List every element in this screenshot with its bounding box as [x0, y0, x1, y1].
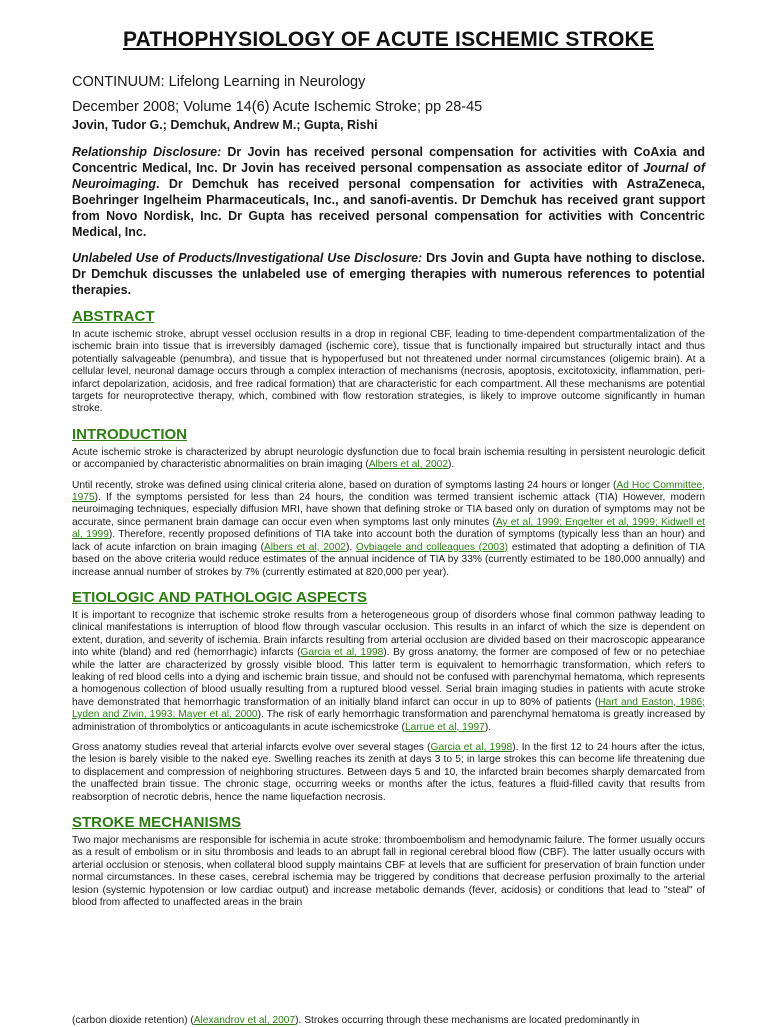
paragraph-text: It is important to recognize that ischemic stroke results from a heterogeneous group of disorders whose final common pathway leading to clinical manifestations is interruption of blood flow through vascular occlusion. This results in an infarct of which the size is dependent on extent, duration, and severity of ischemia. Brain infarcts resulting from arterial occlusion are divided based on their macroscopic appearance into white (bland) and red (hemorrhagic) infarcts ( — [72, 609, 705, 659]
disclosure-text: . Dr Demchuk has received personal compensation for activities with AstraZeneca, Boehringer Ingelheim Pharmaceuticals, Inc., and sanofi-aventis. Dr Demchuk has received grant support from Novo Nordisk, Inc. Dr Gupta has received personal compensation for activities with Concentric Medical, Inc. — [72, 177, 705, 239]
page-break-cutoff-line — [72, 1015, 705, 1027]
reference-link[interactable]: Ad Hoc Committee, 1975 — [72, 479, 705, 504]
stroke-mechanisms-paragraph-1: Two major mechanisms are responsible for ischemia in acute stroke: thromboembolism and hemodynamic failure. The former usually occurs as a result of embolism or in situ thrombosis and leads to an abrupt fall in regional cerebral blood flow (CBF). The latter usually occurs with arterial occlusion or stenosis, when collateral blood supply maintains CBF at levels that are sufficient for preservation of brain function under normal circumstances. In these cases, cerebral ischemia may be triggered by conditions that decrease perfusion proximally to the arterial lesion (systemic hypotension or low cardiac output) and increase metabolic demands (fever, acidosis) or conditions that lead to "steal" of blood from affected to unaffected areas in the brain — [72, 835, 705, 909]
reference-link[interactable]: Ovbiagele and colleagues (2003) — [355, 541, 509, 553]
paragraph-text: ). Strokes occurring through these mechanisms are located predominantly in — [295, 1015, 640, 1026]
reference-link[interactable]: Garcia et al, 1998 — [430, 741, 513, 753]
paragraph-text: ). By gross anatomy, the former are composed of few or no petechiae while the latter are characterized by grossly visible blood. This latter term is equivalent to hemorrhagic transformation, which refers to leaking of red blood cells into a dying and ischemic brain tissue, and should not be confused with parenchymal hematoma, which represents a homogenous collection of blood usually resulting from a ruptured blood vessel. Serial brain imaging studies in patients with acute stroke have demonstrated that hemorrhagic transformation of an initially bland infarct can occur in up to 80% of patients ( — [72, 647, 705, 708]
page-title: PATHOPHYSIOLOGY OF ACUTE ISCHEMIC STROKE — [122, 28, 655, 51]
section-heading-stroke-mechanisms: STROKE MECHANISMS — [72, 814, 242, 831]
journal-name: CONTINUUM: Lifelong Learning in Neurology — [72, 74, 366, 90]
paragraph-text: ). — [484, 721, 492, 733]
reference-link[interactable]: Larrue et al, 1997 — [404, 721, 485, 733]
introduction-paragraph-1 — [72, 447, 705, 472]
section-heading-abstract: ABSTRACT — [72, 308, 155, 325]
etiologic-paragraph-2 — [72, 742, 705, 804]
paragraph-text: ). If the symptoms persisted for less than 24 hours, the condition was termed transient ischemic attack (TIA) However, modern neuroimaging techniques, especially diffusion MRI, have shown that defining stroke or TIA based only on duration of symptoms may not be accurate, since permanent brain damage can occur even when symptoms last only minutes ( — [72, 492, 705, 528]
issue-info: December 2008; Volume 14(6) Acute Ischemic Stroke; pp 28-45 — [72, 99, 483, 115]
paragraph-text: ). In the first 12 to 24 hours after the ictus, the lesion is barely visible to the naked eye. Swelling reaches its zenith at days 3 to 5; in large strokes this can become life threatening due to displacement and compression of neighboring structures. Between days 5 and 10, the infarcted brain becomes sharply demarcated from the unaffected brain tissue. The chronic stage, occurring weeks or months after the ictus, features a fluid-filled cavity that results from reabsorption of necrotic debris, hence the name liquefaction necrosis. — [72, 741, 705, 803]
unlabeled-use-disclosure — [72, 250, 705, 298]
disclosure-text: Drs Jovin and Gupta have nothing to disclose. Dr Demchuk discusses the unlabeled use of emerging therapies with numerous references to potential therapies. — [72, 251, 705, 297]
paragraph-text: (carbon dioxide retention) ( — [72, 1015, 194, 1026]
reference-link[interactable]: Albers et al, 2002 — [368, 459, 449, 471]
reference-link[interactable]: Hart and Easton, 1986; Lyden and Zivin, 1993; Mayer et al, 2000 — [72, 696, 705, 721]
paragraph-text: Until recently, stroke was defined using clinical criteria alone, based on duration of symptoms lasting 24 hours or longer ( — [72, 479, 617, 491]
paragraph-text: ). — [448, 459, 455, 471]
abstract-paragraph: In acute ischemic stroke, abrupt vessel occlusion results in a drop in regional CBF, leading to time-dependent compartmentalization of the ischemic brain into tissue that is irreversibly damaged (ischemic core), tissue that is functionally impaired but structurally intact and thus potentially salvageable (penumbra), and tissue that is hypoperfused but not threatened under normal circumstances (oligemic brain). At a cellular level, neuronal damage occurs through a complex interaction of mechanisms (necrosis, apoptosis, excitotoxicity, inflammation, peri-infarct depolarization, acidosis, and free radical formation) that are characteristic for each compartment. All these mechanisms are potential targets for neuroprotective therapy, which, combined with flow restoration strategies, is likely to improve outcome significantly in human stroke. — [72, 329, 705, 415]
paragraph-text: Acute ischemic stroke is characterized by abrupt neurologic dysfunction due to focal brain ischemia resulting in persistent neurologic deficit or accompanied by characteristic abnormalities on brain imaging ( — [72, 446, 705, 471]
authors: Jovin, Tudor G.; Demchuk, Andrew M.; Gupta, Rishi — [72, 118, 378, 132]
disclosure-text: Dr Jovin has received personal compensation for activities with CoAxia and Concentric Medical, Inc. Dr Jovin has received personal compensation as associate editor of — [72, 145, 706, 175]
reference-link[interactable]: Alexandrov et al, 2007 — [193, 1015, 296, 1026]
section-heading-introduction: INTRODUCTION — [72, 425, 187, 443]
disclosure-lead: Relationship Disclosure: — [72, 145, 222, 159]
reference-link[interactable]: Albers et al, 2002 — [263, 541, 346, 553]
paragraph-text: Gross anatomy studies reveal that arterial infarcts evolve over several stages ( — [72, 741, 431, 753]
disclosure-lead: Unlabeled Use of Products/Investigational Use Disclosure: — [72, 251, 423, 265]
reference-link[interactable]: Garcia et al, 1998 — [300, 647, 384, 659]
paragraph-text: ). The risk of early hemorrhagic transformation and parenchymal hematoma is greatly increased by administration of thrombolytics or anticoagulants in acute ischemicstroke ( — [72, 709, 705, 733]
reference-link[interactable]: Ay et al, 1999; Engelter et al, 1999; Kidwell et al, 1999 — [72, 516, 705, 541]
section-heading-etiologic: ETIOLOGIC AND PATHOLOGIC ASPECTS — [72, 588, 368, 606]
paragraph-text: estimated that adopting a definition of TIA based on the above criteria would reduce estimates of the annual incidence of TIA by 33% (currently estimated to be 180,000 annually) and increase annual number of strokes by 7% (currently estimated at 820,000 per year). — [72, 541, 705, 578]
etiologic-paragraph-1 — [72, 610, 705, 734]
relationship-disclosure — [72, 144, 705, 240]
journal-title-italic: Journal of Neuroimaging — [72, 161, 705, 191]
paragraph-text: ). Therefore, recently proposed definitions of TIA take into account both the duration of symptoms (typically less than an hour) and lack of acute infarction on brain imaging ( — [72, 529, 705, 553]
introduction-paragraph-2 — [72, 480, 705, 579]
document-page — [72, 20, 705, 917]
paragraph-text: ). — [345, 541, 356, 553]
